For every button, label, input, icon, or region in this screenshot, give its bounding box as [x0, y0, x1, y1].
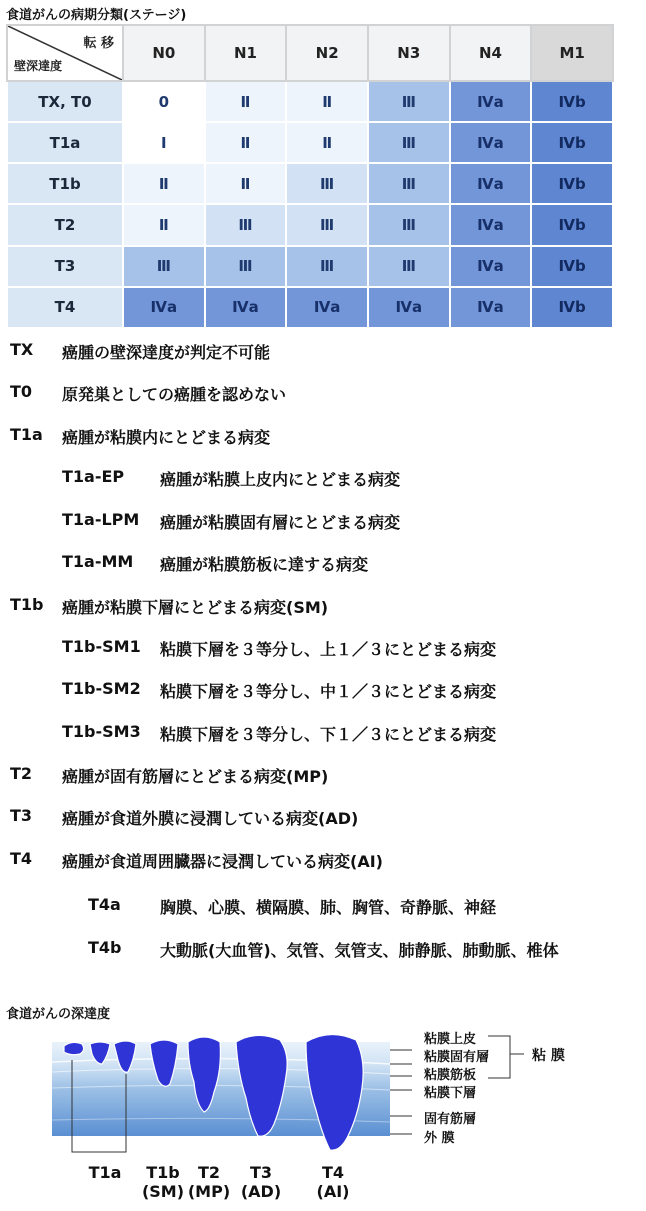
col-header-n1: N1: [205, 25, 287, 81]
stage-cell: Ⅳb: [531, 287, 613, 328]
layer-label-adventitia: 外 膜: [424, 1131, 455, 1146]
stage-cell: Ⅰ: [123, 122, 205, 163]
definition-desc: 癌腫の壁深達度が判定不可能: [62, 343, 271, 362]
row-header: T3: [7, 246, 123, 287]
stage-cell: Ⅲ: [286, 246, 368, 287]
stage-cell: Ⅳa: [450, 81, 532, 122]
definition-code: T2: [10, 764, 33, 783]
stage-cell: Ⅳb: [531, 204, 613, 245]
depth-diagram-title: 食道がんの深達度: [6, 1007, 111, 1022]
layer-label-epithelium: 粘膜上皮: [424, 1032, 477, 1047]
definition-desc: 原発巣としての癌腫を認めない: [62, 385, 287, 404]
definition-item: [0, 467, 646, 491]
table-row: [7, 204, 613, 245]
definition-item: [0, 637, 646, 661]
stage-cell: Ⅳa: [450, 246, 532, 287]
col-header-m1: M1: [531, 25, 613, 81]
definition-item: [0, 425, 646, 449]
definition-desc: 癌腫が固有筋層にとどまる病変(MP): [62, 767, 329, 786]
definition-item: [0, 679, 646, 703]
col-header-n0: N0: [123, 25, 205, 81]
definition-code: T4b: [88, 938, 122, 957]
table-row: [7, 246, 613, 287]
stage-cell: Ⅱ: [205, 81, 287, 122]
definition-code: T4: [10, 849, 33, 868]
stage-label-t1b: T1b (SM): [141, 1163, 185, 1201]
definition-item: [0, 340, 646, 364]
stage-cell: Ⅲ: [123, 246, 205, 287]
definition-item: [0, 849, 646, 873]
definition-desc: 癌腫が食道外膜に浸潤している病変(AD): [62, 809, 359, 828]
definition-desc: 癌腫が食道周囲臓器に浸潤している病変(AI): [62, 852, 383, 871]
col-header-n3: N3: [368, 25, 450, 81]
definition-item: [0, 552, 646, 576]
definition-code: T1b-SM1: [62, 637, 141, 656]
definition-item: [0, 764, 646, 788]
layer-label-lamina-propria: 粘膜固有層: [424, 1050, 490, 1065]
table-corner: [7, 25, 123, 81]
layer-label-submucosa: 粘膜下層: [424, 1086, 477, 1101]
mucosa-group-label: 粘 膜: [532, 1048, 565, 1064]
definition-desc: 癌腫が粘膜下層にとどまる病変(SM): [62, 598, 329, 617]
stage-label-t4: T4 (AI): [316, 1163, 350, 1201]
row-header: T2: [7, 204, 123, 245]
stage-cell: Ⅱ: [286, 122, 368, 163]
definition-desc: 胸膜、心膜、横隔膜、肺、胸管、奇静脈、神経: [160, 898, 497, 917]
layer-label-muscularis-mucosae: 粘膜筋板: [424, 1068, 477, 1083]
stage-cell: Ⅲ: [205, 246, 287, 287]
definition-desc: 癌腫が粘膜上皮内にとどまる病変: [160, 470, 401, 489]
row-header: T1b: [7, 163, 123, 204]
stage-cell: Ⅲ: [368, 246, 450, 287]
stage-cell: Ⅱ: [286, 81, 368, 122]
stage-cell: Ⅳb: [531, 81, 613, 122]
stage-cell: 0: [123, 81, 205, 122]
col-header-n2: N2: [286, 25, 368, 81]
stage-cell: Ⅲ: [205, 204, 287, 245]
stage-label-t2: T2 (MP): [187, 1163, 231, 1201]
definition-item: [0, 806, 646, 830]
definition-item: [0, 895, 646, 919]
definition-code: T0: [10, 382, 33, 401]
depth-diagram: [0, 1020, 646, 1211]
stage-cell: Ⅳa: [286, 287, 368, 328]
stage-cell: Ⅳa: [450, 163, 532, 204]
stage-label-t3: T3 (AD): [240, 1163, 282, 1201]
stage-cell: Ⅳa: [123, 287, 205, 328]
stage-cell: Ⅳa: [450, 122, 532, 163]
table-row: [7, 287, 613, 328]
stage-label-t1a: T1a: [88, 1163, 122, 1182]
definition-code: T1a-MM: [62, 552, 134, 571]
table-row: [7, 81, 613, 122]
corner-depth-label: 壁深達度: [14, 59, 63, 73]
definition-desc: 粘膜下層を３等分し、中１／３にとどまる病変: [160, 682, 497, 701]
stage-cell: Ⅲ: [368, 81, 450, 122]
row-header: T1a: [7, 122, 123, 163]
tumor-t1a-1: [64, 1042, 84, 1054]
definition-code: T1b: [10, 595, 44, 614]
stage-cell: Ⅱ: [123, 204, 205, 245]
definition-code: T1b-SM3: [62, 722, 141, 741]
definition-code: T4a: [88, 895, 121, 914]
row-header: TX, T0: [7, 81, 123, 122]
staging-table: [6, 24, 614, 329]
table-title: 食道がんの病期分類(ステージ): [6, 8, 187, 23]
definition-code: T1b-SM2: [62, 679, 141, 698]
stage-cell: Ⅲ: [368, 204, 450, 245]
definition-item: [0, 722, 646, 746]
definition-code: T1a-LPM: [62, 510, 140, 529]
definition-desc: 癌腫が粘膜内にとどまる病変: [62, 428, 271, 447]
definition-desc: 粘膜下層を３等分し、下１／３にとどまる病変: [160, 725, 497, 744]
stage-cell: Ⅳa: [450, 204, 532, 245]
col-header-n4: N4: [450, 25, 532, 81]
definition-desc: 癌腫が粘膜筋板に達する病変: [160, 555, 369, 574]
stage-cell: Ⅳa: [205, 287, 287, 328]
definition-code: TX: [10, 340, 34, 359]
definition-desc: 癌腫が粘膜固有層にとどまる病変: [160, 513, 401, 532]
stage-cell: Ⅳb: [531, 122, 613, 163]
definition-code: T1a: [10, 425, 43, 444]
corner-metastasis-label: 転 移: [83, 36, 114, 51]
table-row: [7, 163, 613, 204]
stage-cell: Ⅲ: [368, 122, 450, 163]
stage-cell: Ⅳb: [531, 163, 613, 204]
definition-desc: 粘膜下層を３等分し、上１／３にとどまる病変: [160, 640, 497, 659]
table-row: [7, 122, 613, 163]
stage-cell: Ⅲ: [286, 163, 368, 204]
stage-cell: Ⅳb: [531, 246, 613, 287]
definition-code: T3: [10, 806, 33, 825]
stage-cell: Ⅱ: [205, 163, 287, 204]
stage-cell: Ⅳa: [368, 287, 450, 328]
stage-cell: Ⅳa: [450, 287, 532, 328]
stage-cell: Ⅱ: [123, 163, 205, 204]
layer-label-muscularis-propria: 固有筋層: [424, 1112, 477, 1127]
row-header: T4: [7, 287, 123, 328]
stage-cell: Ⅲ: [368, 163, 450, 204]
definition-item: [0, 510, 646, 534]
stage-cell: Ⅱ: [205, 122, 287, 163]
stage-cell: Ⅲ: [286, 204, 368, 245]
definition-desc: 大動脈(大血管)、気管、気管支、肺静脈、肺動脈、椎体: [160, 941, 559, 960]
definition-code: T1a-EP: [62, 467, 125, 486]
definition-item: [0, 595, 646, 619]
definition-item: [0, 938, 646, 962]
definition-item: [0, 382, 646, 406]
